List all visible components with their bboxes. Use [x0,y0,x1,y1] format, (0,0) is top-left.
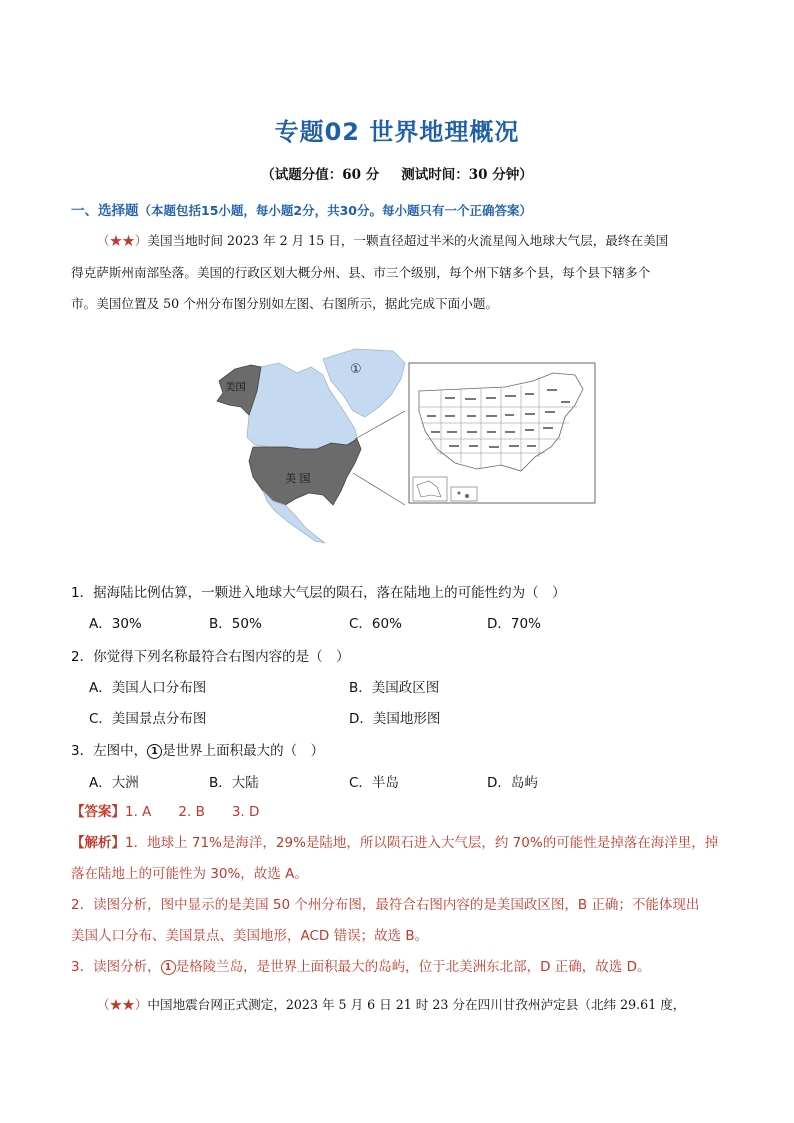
section-heading [71,199,532,219]
question-3-option-b: B．大陆 [209,775,259,791]
question-3: 3．左图中， 1 是世界上面积最大的（ ） [71,743,325,759]
question-2-option-c: C．美国景点分布图 [89,711,207,727]
question-1-option-b: B．50% [209,616,262,632]
page-title: 专题02 世界地理概况 [274,118,520,146]
question-3-option-c: C．半岛 [349,775,399,791]
exam-info [0,163,794,183]
passage-2-line-1: （★★）中国地震台网正式测定，2023 年 5 月 6 日 21 时 23 分在四川甘孜州泸定县（北纬 29.61 度， [97,997,686,1012]
question-3-option-a: A．大洲 [89,775,139,791]
analysis-block [71,828,731,983]
circled-number-marker: 1 [161,960,176,975]
analysis-1-line-2: 落在陆地上的可能性为 30%，故选 A。 [71,866,308,882]
analysis-1-line-1: 【解析】1．地球上 71%是海洋，29%是陆地，所以陨石进入大气层，约 70%的可能性是掉落在海洋里，掉 [71,835,719,851]
greenland-marker: ① [350,362,362,377]
question-1-option-a: A．30% [89,616,142,632]
passage-1-line-3: 市。美国位置及 50 个州分布图分别如左图、右图所示，据此完成下面小题。 [71,296,499,311]
score-label: （试题分值：60 分 [261,167,380,183]
question-1-option-c: C．60% [349,616,402,632]
inset-hawaii-island [458,492,461,495]
circled-number-marker: 1 [147,744,162,759]
alaska-label: 美国 [225,381,246,393]
section-title: 一、选择题 [71,203,139,219]
question-2: 2．你觉得下列名称最符合右图内容的是（ ） [71,649,350,665]
usa-label: 美 国 [285,472,311,485]
question-2-option-b: B．美国政区图 [349,680,440,696]
answer-tag: 【答案】 [71,804,125,820]
answer-text: 1. A 2. B 3. D [125,804,260,820]
inset-hawaii-island [465,494,469,498]
difficulty-stars: （★★） [97,997,148,1012]
passage-1 [71,225,723,320]
inset-leader-bottom [353,473,405,505]
passage-1-line-1: （★★）美国当地时间 2023 年 2 月 15 日，一颗直径超过半米的火流星闯入地球大气层，最终在美国 [97,233,669,248]
difficulty-stars: （★★） [97,233,148,248]
question-3-option-d: D．岛屿 [487,775,538,791]
question-2-option-a: A．美国人口分布图 [89,680,207,696]
passage-2 [71,989,723,1021]
analysis-3: 3．读图分析， 1 是格陵兰岛，是世界上面积最大的岛屿，位于北美洲东北部，D 正确，故选 D。 [71,959,651,975]
analysis-2-line-2: 美国人口分布、美国景点、美国地形，ACD 错误；故选 B。 [71,928,429,944]
section-note: （本题包括15小题，每小题2分，共30分。每小题只有一个正确答案） [138,203,532,218]
answer-block [71,797,731,828]
analysis-2-line-1: 2．读图分析，图中显示的是美国 50 个州分布图，最符合右图内容的是美国政区图，B 正确；不能体现出 [71,897,700,913]
passage-1-line-2: 得克萨斯州南部坠落。美国的行政区划大概分州、县、市三个级别，每个州下辖多个县，每个县下辖多个 [71,264,651,280]
question-1: 1．据海陆比例估算，一颗进入地球大气层的陨石，落在陆地上的可能性约为（ ） [71,585,566,601]
question-2-option-d: D．美国地形图 [349,711,441,727]
analysis-tag: 【解析】 [71,835,125,851]
question-1-option-d: D．70% [487,616,541,632]
north-america-map [205,345,600,545]
time-label: 测试时间：30 分钟） [401,167,533,183]
